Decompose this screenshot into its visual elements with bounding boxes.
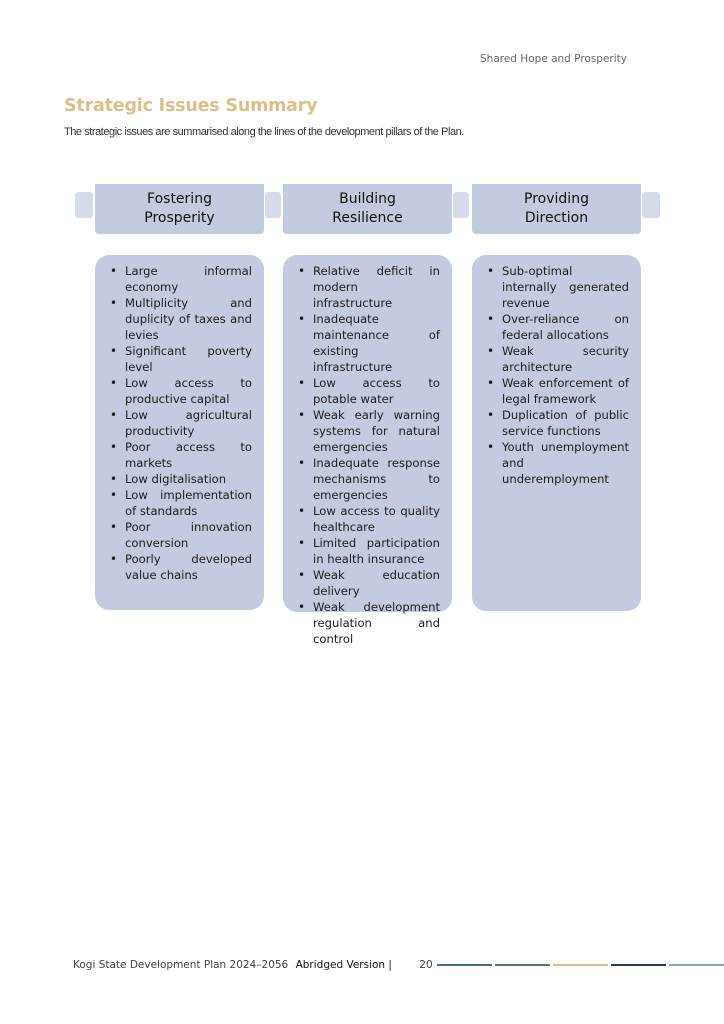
footer-color-lines <box>437 964 724 966</box>
list-item: • Significant poverty level <box>107 343 252 375</box>
pillar-heading-fostering-prosperity <box>95 184 264 234</box>
list-item: • Multiplicity and duplicity of taxes and levies <box>107 295 252 343</box>
band-segment <box>642 192 660 218</box>
pillar-heading-line: Fostering <box>147 191 212 207</box>
pillar-heading-providing-direction <box>472 184 641 234</box>
page-title: Strategic Issues Summary <box>64 96 318 116</box>
issues-list <box>107 263 252 583</box>
list-item: • Weak security architecture <box>484 343 629 375</box>
pillar-heading-line: Resilience <box>332 210 403 226</box>
band-segment <box>265 192 281 218</box>
list-item: • Low access to quality healthcare <box>295 503 440 535</box>
list-item: • Inadequate maintenance of existing infrastructure <box>295 311 440 375</box>
pillar-heading-line: Prosperity <box>144 210 215 226</box>
page-number: 20 <box>419 959 433 971</box>
footer-line <box>495 964 550 966</box>
footer-doc-title: Kogi State Development Plan 2024–2056 <box>73 959 289 971</box>
pillar-heading-line: Providing <box>524 191 589 207</box>
list-item: • Weak enforcement of legal framework <box>484 375 629 407</box>
issues-card-fostering-prosperity <box>95 255 264 610</box>
pillar-heading-building-resilience <box>283 184 452 234</box>
footer-line <box>437 964 492 966</box>
list-item: • Relative deficit in modern infrastructure <box>295 263 440 311</box>
band-segment <box>75 192 93 218</box>
page-subtitle: The strategic issues are summarised along the lines of the development pillars of the Plan. <box>64 126 464 138</box>
list-item: • Duplication of public service functions <box>484 407 629 439</box>
issues-card-building-resilience <box>283 255 452 646</box>
list-item: • Limited participation in health insurance <box>295 535 440 567</box>
list-item: • Large informal economy <box>107 263 252 295</box>
list-item: • Over-reliance on federal allocations <box>484 311 629 343</box>
footer-line <box>553 964 608 966</box>
list-item: • Low implementation of standards <box>107 487 252 519</box>
footer-line <box>669 964 724 966</box>
issues-list <box>484 263 629 487</box>
list-item: • Weak education delivery <box>295 567 440 599</box>
footer-line <box>611 964 666 966</box>
list-item: • Low access to productive capital <box>107 375 252 407</box>
list-item: • Weak early warning systems for natural emergencies <box>295 407 440 455</box>
header-tag: Shared Hope and Prosperity <box>480 53 627 65</box>
list-item: • Poorly developed value chains <box>107 551 252 583</box>
list-item: • Inadequate response mechanisms to emergencies <box>295 455 440 503</box>
list-item: • Poor access to markets <box>107 439 252 471</box>
page-footer <box>73 959 433 971</box>
issues-list <box>295 263 440 647</box>
list-item: • Youth unemployment and underemployment <box>484 439 629 487</box>
list-item: • Low digitalisation <box>107 471 252 487</box>
pillar-heading-line: Direction <box>524 210 589 226</box>
list-item: • Poor innovation conversion <box>107 519 252 551</box>
list-item: • Low access to potable water <box>295 375 440 407</box>
list-item: • Sub-optimal internally generated revenue <box>484 263 629 311</box>
list-item: • Weak development regulation and control <box>295 599 440 647</box>
list-item: • Low agricultural productivity <box>107 407 252 439</box>
issues-card-providing-direction <box>472 255 641 611</box>
pillar-heading-line: Building <box>339 191 396 207</box>
band-segment <box>453 192 469 218</box>
footer-version: Abridged Version | <box>295 959 392 971</box>
